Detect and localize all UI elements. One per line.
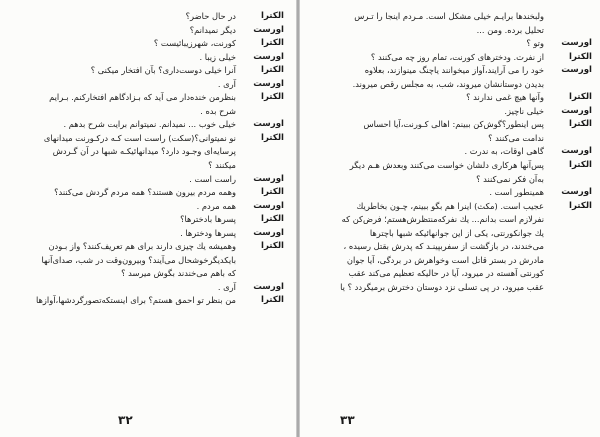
speaker-name: الکترا	[261, 65, 284, 76]
dialogue-text: وهمیشه یك چیزی دارند برای هم تعریف‌کنند؟ واز بـودن	[48, 241, 236, 252]
dialogue-line	[300, 254, 600, 268]
dialogue-text: پسرها ودخترها .	[180, 227, 236, 238]
dialogue-line	[300, 118, 600, 132]
dialogue-text: از نفرت. ودخترهای کورنت، تمام روز چه می‌کنند ؟	[370, 51, 544, 62]
dialogue-line	[300, 51, 600, 65]
speaker-name: الکترا	[261, 132, 284, 143]
right-page	[300, 0, 600, 437]
dialogue-line	[0, 294, 296, 308]
dialogue-line	[300, 200, 600, 214]
speaker-name: اورست	[253, 119, 284, 130]
dialogue-line	[300, 213, 600, 227]
dialogue-line	[300, 105, 600, 119]
dialogue-line	[0, 132, 296, 146]
dialogue-line	[0, 186, 296, 200]
dialogue-line	[300, 267, 600, 281]
dialogue-line	[0, 213, 296, 227]
dialogue-text: پس‌آنها هرکاری دلشان خواست می‌کنند وبعدش هـم دیگر	[349, 160, 544, 171]
dialogue-line	[0, 91, 296, 105]
dialogue-line	[300, 37, 600, 51]
speaker-name: الکترا	[261, 92, 284, 103]
dialogue-text: گاهی اوقات، به ندرت .	[464, 146, 544, 157]
dialogue-text: خیلی ناچیز.	[504, 105, 544, 116]
dialogue-text: بایکدیگرخوشحال می‌آیند؟ وبیرون‌وقت در شب، صدای‌آنها	[41, 254, 236, 265]
dialogue-line	[300, 173, 600, 187]
dialogue-text: وهمه مردم بیرون هستند؟ همه مردم گردش می‌کنند؟	[54, 187, 236, 198]
speaker-name: الکترا	[261, 241, 284, 252]
speaker-name: الکترا	[261, 11, 284, 21]
dialogue-text: راست است .	[189, 173, 236, 184]
dialogue-text: ندامت می‌کنند ؟	[488, 132, 544, 143]
dialogue-text: خود را می آرایند،آواز میخوانند یاچنگ مینوازند، بعلاوه	[364, 65, 544, 76]
dialogue-line	[0, 267, 296, 281]
dialogue-text: من بنظر تو احمق هستم؟ برای اینستکه‌تصورگردشها،آوازها	[35, 295, 236, 306]
dialogue-text: همینطور است .	[489, 187, 544, 198]
dialogue-text: نو نمیتوانی؟(سکت) راست است کـه درکـورنت میدانهای	[43, 132, 236, 143]
dialogue-line	[300, 10, 600, 24]
dialogue-text: خیلی خوب ... نمیدانم. نمیتوانم برایت شرح بدهم .	[63, 119, 236, 130]
dialogue-line	[0, 240, 296, 254]
left-page-number: ۳۲	[118, 413, 133, 427]
dialogue-line	[0, 64, 296, 78]
dialogue-line	[0, 173, 296, 187]
speaker-name: اورست	[253, 227, 284, 238]
dialogue-text: وآنها هیچ غمی ندارند ؟	[466, 92, 544, 103]
speaker-name: اورست	[253, 78, 284, 89]
dialogue-line	[0, 78, 296, 92]
dialogue-text: پس اینطور؟گوش‌کن ببینم: اهالی کـورنت،آیا احساس	[363, 119, 544, 130]
speaker-name: الکترا	[569, 200, 592, 211]
dialogue-line	[0, 10, 296, 24]
right-page-text	[300, 10, 600, 294]
speaker-name: اورست	[253, 24, 284, 35]
dialogue-text: وتو ؟	[526, 38, 544, 49]
speaker-name: اورست	[561, 146, 592, 157]
dialogue-line	[300, 145, 600, 159]
speaker-name: الکترا	[569, 92, 592, 103]
dialogue-line	[300, 227, 600, 241]
dialogue-line	[0, 227, 296, 241]
dialogue-text: تحلیل برده. ومن ...	[476, 24, 544, 35]
dialogue-text: که باهم می‌خندند بگوش میرسد ؟	[121, 268, 236, 279]
speaker-name: الکترا	[261, 38, 284, 49]
dialogue-line	[300, 281, 600, 295]
dialogue-text: کورنت، شهرزیبائیست ؟	[153, 38, 236, 49]
dialogue-text: پرسایه‌ای وجـود دارد؟ میدانهائیکـه شبها در آن گـردش	[52, 146, 236, 157]
speaker-name: الکترا	[261, 295, 284, 306]
dialogue-text: میکنند ؟	[208, 160, 236, 171]
dialogue-line	[0, 105, 296, 119]
dialogue-text: کورنتی آهسته در میرود، آیا در حالیکه تعظیم می‌کند عقب	[348, 268, 544, 279]
dialogue-text: به‌آن فکر نمی‌کنند ؟	[476, 173, 544, 184]
dialogue-text: عقب میرود، در پی تسلی نزد دوستان دخترش برمیگردد ؟ یا	[340, 281, 544, 292]
speaker-name: الکترا	[569, 51, 592, 62]
dialogue-line	[0, 37, 296, 51]
speaker-name: اورست	[253, 281, 284, 292]
dialogue-text: بدیدن دوستانشان میروند، شب، به مجلس رقص میروند.	[352, 78, 544, 89]
dialogue-line	[0, 145, 296, 159]
dialogue-line	[300, 91, 600, 105]
dialogue-line	[0, 159, 296, 173]
dialogue-line	[0, 51, 296, 65]
dialogue-text: آری .	[217, 281, 236, 292]
dialogue-line	[300, 78, 600, 92]
dialogue-line	[300, 24, 600, 38]
dialogue-text: می‌خندند، در بازگشت از سفربپینـد که پدرش بقتل رسیده ،	[343, 241, 544, 252]
dialogue-line	[0, 254, 296, 268]
dialogue-text: در حال حاضر؟	[185, 11, 236, 21]
dialogue-text: آری .	[217, 78, 236, 89]
dialogue-line	[300, 159, 600, 173]
speaker-name: الکترا	[261, 187, 284, 198]
dialogue-text: ولبخندها برایـم خیلی مشکل است. مـردم اینجا را تـرس	[354, 11, 544, 21]
dialogue-line	[0, 200, 296, 214]
dialogue-line	[300, 186, 600, 200]
speaker-name: اورست	[561, 65, 592, 76]
dialogue-line	[0, 118, 296, 132]
dialogue-line	[0, 24, 296, 38]
left-page-text	[0, 10, 296, 308]
dialogue-text: دیگر نمیدانم؟	[189, 24, 236, 35]
speaker-name: اورست	[561, 105, 592, 116]
speaker-name: اورست	[253, 51, 284, 62]
dialogue-text: آنرا خیلی دوست‌داری؟ بآن افتخار میکنی ؟	[90, 65, 236, 76]
speaker-name: الکترا	[569, 160, 592, 171]
speaker-name: الکترا	[261, 214, 284, 225]
dialogue-line	[0, 281, 296, 295]
speaker-name: اورست	[561, 187, 592, 198]
left-page	[0, 0, 296, 437]
speaker-name: اورست	[561, 38, 592, 49]
dialogue-text: بنظرمن خنده‌دار می آید که بـزادگاهم افتخارکنم. بـرایم	[49, 92, 236, 103]
dialogue-text: عجیب است. (مکث) اینرا هم بگو ببینم، چـون بخاطریك	[356, 200, 544, 211]
dialogue-line	[300, 132, 600, 146]
speaker-name: اورست	[253, 200, 284, 211]
right-page-number: ۳۳	[340, 413, 355, 427]
dialogue-line	[300, 64, 600, 78]
dialogue-text: همه مردم .	[196, 200, 236, 211]
dialogue-text: یك جوانکورنتی، یکی از این جوانهائیکه شبها باچترها	[369, 227, 544, 238]
dialogue-line	[300, 240, 600, 254]
dialogue-text: نفرلازم است بدانم... یك نفرکه‌منتظرش‌هستم؛ فرض‌کن که	[341, 214, 544, 225]
dialogue-text: پسرها بادخترها؟	[180, 214, 236, 225]
speaker-name: الکترا	[569, 119, 592, 130]
dialogue-text: شرح بده .	[200, 105, 236, 116]
dialogue-text: مادرش در بستر قاتل است وخواهرش در بردگی، آیا جوان	[346, 254, 544, 265]
dialogue-text: خیلی زیبا .	[199, 51, 236, 62]
speaker-name: اورست	[253, 173, 284, 184]
